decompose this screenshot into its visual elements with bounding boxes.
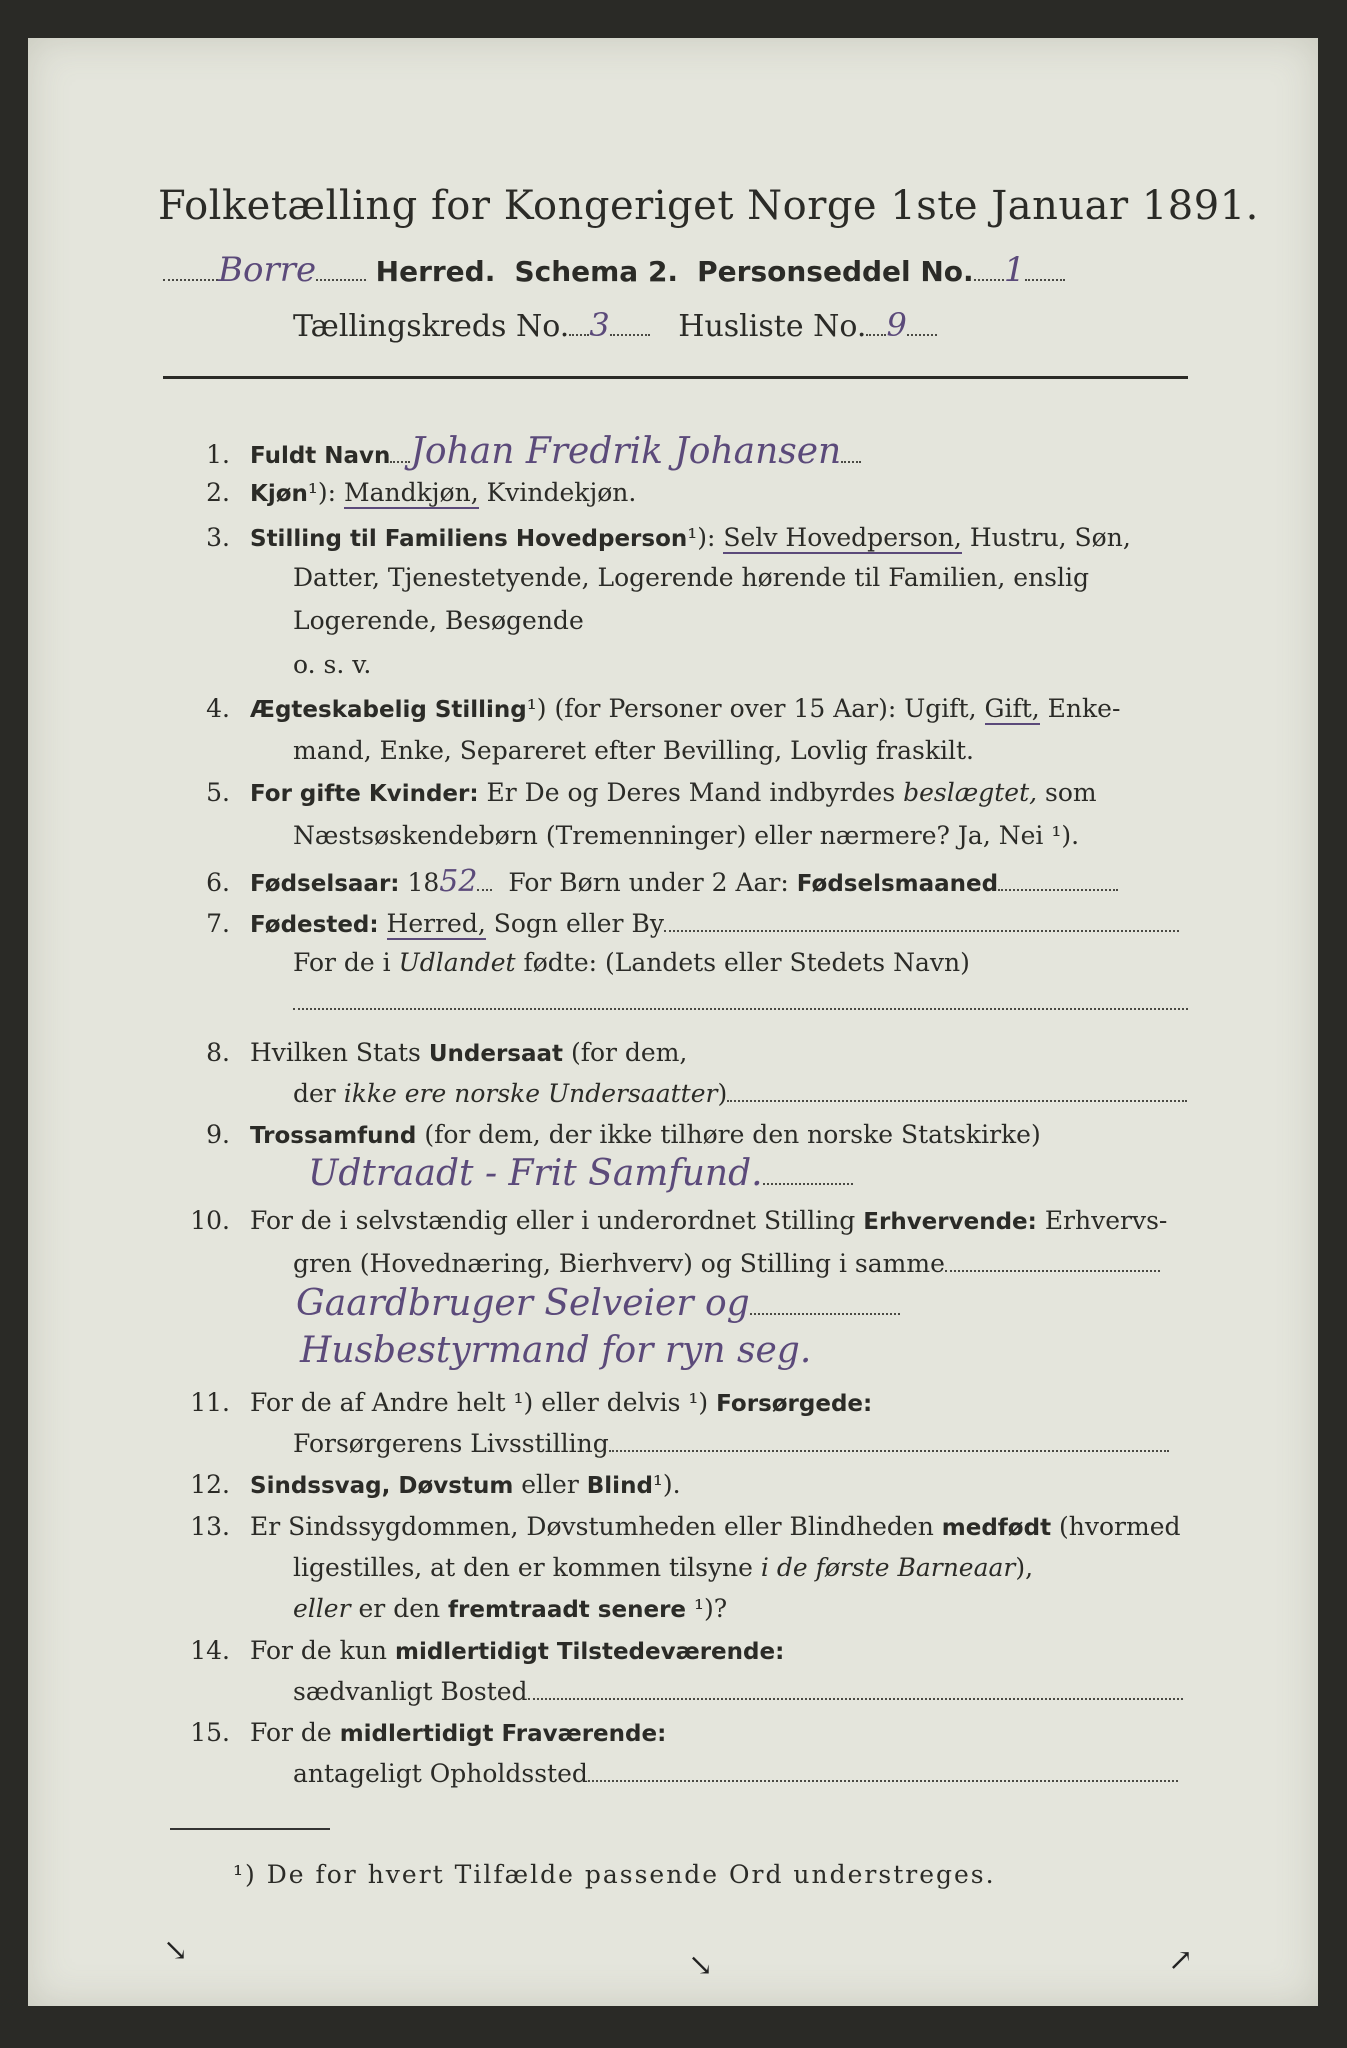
q13-line-3: eller er den fremtraadt senere ¹)? <box>293 1594 728 1623</box>
kreds-line <box>293 306 937 344</box>
husliste-label: Husliste No. <box>678 309 867 344</box>
question-7: 7. Fødested: Herred, Sogn eller By <box>168 908 1179 938</box>
herred-line <box>163 250 1065 290</box>
question-14: 14. For de kun midlertidigt Tilstedeværende: <box>190 1636 785 1665</box>
form-title: Folketælling for Kongeriget Norge 1ste Januar 1891. <box>158 183 1259 229</box>
header-rule <box>163 376 1188 379</box>
q5-line-2: Næstsøskendebørn (Tremenninger) eller nærmere? Ja, Nei ¹). <box>293 821 1080 850</box>
census-form-page <box>28 38 1318 2006</box>
q9-value-line <box>308 1153 853 1194</box>
question-6: 6. Fødselsaar: 1852 For Børn under 2 Aar: Fødselsmaaned <box>168 864 1118 899</box>
herred-value: Borre <box>218 250 317 290</box>
q1-label: Fuldt Navn <box>250 443 391 469</box>
kreds-value: 3 <box>589 306 610 344</box>
q9-value: Udtraadt - Frit Samfund. <box>308 1153 763 1194</box>
question-9: 9. Trossamfund (for dem, der ikke tilhøre den norske Statskirke) <box>206 1120 1041 1149</box>
q3-line-2: Datter, Tjenestetyende, Logerende hørende til Familien, enslig <box>293 563 1090 592</box>
question-3: 3. Stilling til Familiens Hovedperson¹): Selv Hovedperson, Hustru, Søn, <box>206 523 1131 552</box>
q15-line-2: antageligt Opholdssted <box>293 1758 1178 1788</box>
q10-line-2: gren (Hovednæring, Bierhverv) og Stilling i samme <box>293 1248 1160 1278</box>
question-1: 1. Fuldt Navn Johan Fredrik Johansen <box>168 431 861 472</box>
question-11: 11. For de af Andre helt ¹) eller delvis ¹) Forsørgede: <box>190 1388 873 1417</box>
q8-line-2: der ikke ere norske Undersaatter) <box>293 1078 1187 1108</box>
scan-mark-left: ↘ <box>163 1933 189 1968</box>
herred-label: Herred. <box>375 255 496 288</box>
q10-value-1: Gaardbruger Selveier og <box>296 1283 750 1324</box>
q4-line-2: mand, Enke, Separeret efter Bevilling, Lovlig fraskilt. <box>293 736 974 765</box>
q2-selected-option: Mandkjøn, <box>344 478 479 507</box>
q1-value: Johan Fredrik Johansen <box>410 431 842 472</box>
q14-line-2: sædvanligt Bosted <box>293 1676 1183 1706</box>
scan-mark-right: ↗ <box>1168 1943 1194 1978</box>
q7-line-2: For de i Udlandet fødte: (Landets eller Stedets Navn) <box>293 948 970 977</box>
question-5: 5. For gifte Kvinder: Er De og Deres Mand indbyrdes beslægtet, som <box>206 778 1097 807</box>
q3-selected-option: Selv Hovedperson, <box>723 523 962 552</box>
question-4: 4. Ægteskabelig Stilling¹) (for Personer over 15 Aar): Ugift, Gift, Enke- <box>206 694 1121 723</box>
question-2: 2. Kjøn¹): Mandkjøn, Kvindekjøn. <box>206 478 637 507</box>
husliste-value: 9 <box>886 306 907 344</box>
q10-value-line-2 <box>300 1330 811 1371</box>
q13-line-2: ligestilles, at den er kommen tilsyne i de første Barneaar), <box>293 1553 1034 1582</box>
question-12: 12. Sindssvag, Døvstum eller Blind¹). <box>190 1470 681 1499</box>
question-8: 8. Hvilken Stats Undersaat (for dem, <box>206 1038 688 1067</box>
q10-value-2: Husbestyrmand for ryn seg. <box>300 1330 812 1371</box>
q11-line-2: Forsørgerens Livsstilling <box>293 1428 1169 1458</box>
scan-mark-center: ↘ <box>688 1948 714 1983</box>
q3-line-3: Logerende, Besøgende <box>293 606 584 635</box>
footnote-rule <box>170 1828 330 1830</box>
kreds-label: Tællingskreds No. <box>293 309 570 344</box>
footnote: ¹) De for hvert Tilfælde passende Ord understreges. <box>233 1860 996 1889</box>
personseddel-value: 1 <box>1003 250 1026 290</box>
q6-value: 52 <box>439 864 478 899</box>
q3-line-4: o. s. v. <box>293 650 372 679</box>
question-10: 10. For de i selvstændig eller i underordnet Stilling Erhvervende: Erhvervs- <box>190 1206 1168 1235</box>
personseddel-label: Personseddel No. <box>697 255 974 288</box>
q4-selected-option: Gift, <box>984 694 1040 723</box>
question-13: 13. Er Sindssygdommen, Døvstumheden eller Blindheden medfødt (hvormed <box>190 1512 1181 1541</box>
question-15: 15. For de midlertidigt Fraværende: <box>190 1718 667 1747</box>
q7-blank-line <box>293 986 1188 1016</box>
q7-selected-option: Herred, <box>386 909 486 938</box>
q10-value-line-1 <box>296 1283 900 1324</box>
schema-label: Schema 2. <box>514 255 679 288</box>
